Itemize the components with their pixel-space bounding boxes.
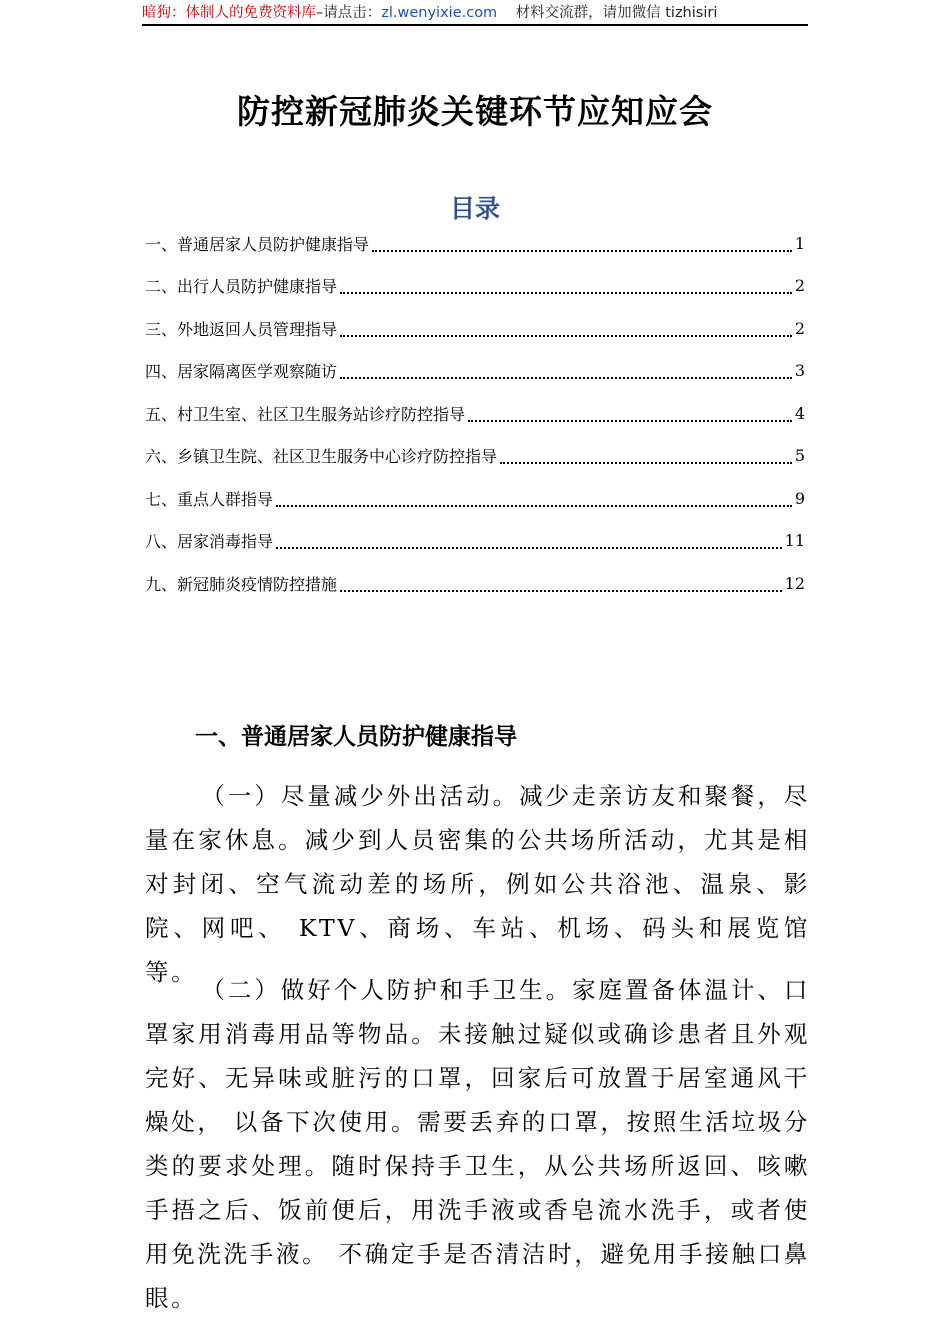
toc-item[interactable] — [145, 265, 805, 308]
toc-item[interactable] — [145, 222, 805, 265]
toc-item[interactable] — [145, 350, 805, 393]
toc-item[interactable] — [145, 562, 805, 605]
toc-leader — [500, 461, 792, 464]
paragraph-1-text: （一）尽量减少外出活动。减少走亲访友和聚餐，尽量在家休息。减少到人员密集的公共场所活动，尤其是相对封闭、空气流动差的场所，例如公共浴池、温泉、影院、网吧、 KTV、商场、车站、机场、码头和展览馆等。 — [145, 782, 810, 986]
toc-item-page: 5 — [794, 446, 805, 466]
toc-item-page: 1 — [794, 233, 805, 253]
paragraph-2-text: （二）做好个人防护和手卫生。家庭置备体温计、口罩家用消毒用品等物品。未接触过疑似或确诊患者且外观完好、无异味或脏污的口罩，回家后可放置于居室通风干燥处， 以备下次使用。需要丢弃的口罩，按照生活垃圾分类的要求处理。随时保持手卫生，从公共场所返回、咳嗽手捂之后、饭前便后，用洗手液或香皂流水洗手，或者使用免洗洗手液。 不确定手是否清洁时，避免用手接触口鼻眼。 — [145, 976, 810, 1312]
toc-item-label: 二、出行人员防护健康指导 — [145, 277, 338, 297]
toc-leader — [340, 589, 782, 592]
toc-item-label: 八、居家消毒指导 — [145, 532, 274, 552]
toc-leader — [340, 334, 792, 337]
table-of-contents — [145, 222, 805, 605]
toc-item[interactable] — [145, 392, 805, 435]
paragraph-1 — [145, 774, 810, 994]
header-brand: 暗狗：体制人的免费资料库 — [142, 5, 316, 21]
toc-item-page: 3 — [794, 361, 805, 381]
toc-leader — [340, 376, 792, 379]
toc-leader — [468, 419, 792, 422]
header-contact: 材料交流群，请加微信 tizhisiri — [515, 5, 718, 21]
toc-item-label: 五、村卫生室、社区卫生服务站诊疗防控指导 — [145, 404, 466, 424]
section-heading: 一、普通居家人员防护健康指导 — [195, 724, 517, 750]
toc-heading: 目录 — [449, 194, 500, 223]
toc-item-label: 六、乡镇卫生院、社区卫生服务中心诊疗防控指导 — [145, 447, 498, 467]
toc-item-page: 2 — [794, 318, 805, 338]
paragraph-2 — [145, 968, 810, 1320]
toc-leader — [340, 291, 792, 294]
toc-item-label: 七、重点人群指导 — [145, 489, 274, 509]
header-link[interactable]: zl.wenyixie.com — [381, 5, 498, 21]
document-title: 防控新冠肺炎关键环节应知应会 — [237, 92, 713, 131]
header-prompt: –请点击： — [316, 5, 382, 21]
toc-item-label: 一、普通居家人员防护健康指导 — [145, 234, 370, 254]
toc-item[interactable] — [145, 520, 805, 563]
header-bar — [142, 2, 808, 26]
toc-item-label: 四、居家隔离医学观察随访 — [145, 362, 338, 382]
toc-item-page: 9 — [794, 488, 805, 508]
toc-item-page: 12 — [784, 573, 805, 593]
toc-item-page: 11 — [784, 531, 805, 551]
toc-item-label: 三、外地返回人员管理指导 — [145, 319, 338, 339]
toc-item-page: 4 — [794, 403, 805, 423]
toc-item[interactable] — [145, 477, 805, 520]
toc-item-page: 2 — [794, 276, 805, 296]
toc-leader — [276, 546, 782, 549]
toc-item[interactable] — [145, 307, 805, 350]
toc-leader — [372, 249, 792, 252]
toc-item[interactable] — [145, 435, 805, 478]
toc-item-label: 九、新冠肺炎疫情防控措施 — [145, 574, 338, 594]
toc-leader — [276, 504, 792, 507]
